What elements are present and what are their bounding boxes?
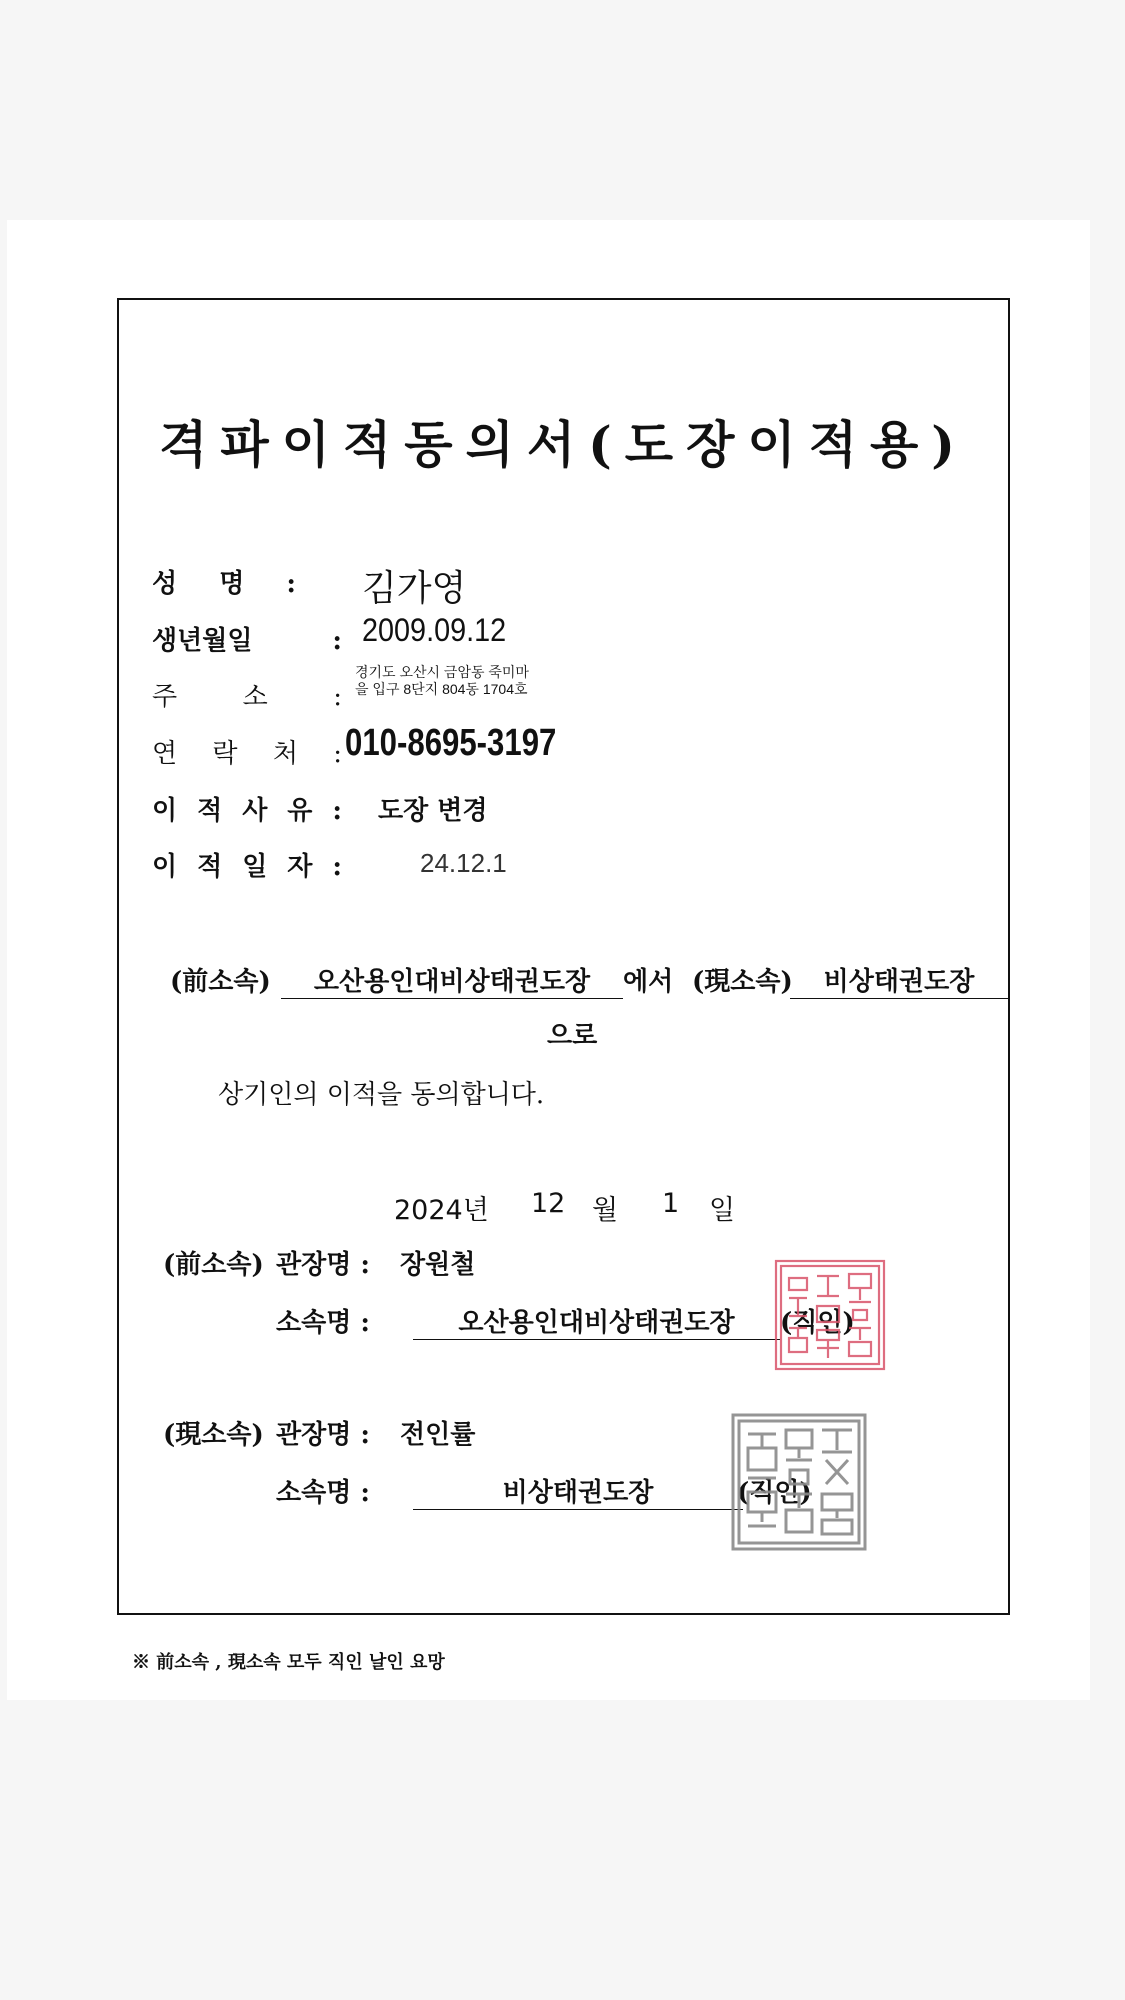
curr-dojang-seal-stamp — [730, 1412, 868, 1552]
sign-month: 12 — [531, 1188, 566, 1219]
address-value: 경기도 오산시 금암동 죽미마을 입구 8단지 804동 1704호 — [355, 664, 529, 697]
prev-seal-mark: (직인) — [780, 1308, 855, 1338]
birth-label: 생년월일 : — [152, 626, 342, 656]
sign-month-unit: 월 — [592, 1195, 619, 1226]
curr-master-name: 전인률 — [400, 1420, 476, 1450]
consent-statement: 상기인의 이적을 동의합니다. — [218, 1080, 545, 1110]
phone-label: 연 락 처 : — [152, 739, 342, 769]
sign-day: 1 — [662, 1188, 680, 1219]
curr-block-tag: (現소속) — [163, 1420, 264, 1450]
prev-dojang-name: 오산용인대비상태권도장 — [281, 961, 623, 999]
prev-block-dojang-name: 오산용인대비상태권도장 — [413, 1302, 780, 1340]
curr-block-dojang-name: 비상태권도장 — [413, 1472, 743, 1510]
curr-dojang-label: 소속명 : — [276, 1478, 370, 1508]
birth-value: 2009.09.12 — [362, 612, 507, 648]
curr-master-label: 관장명 : — [276, 1420, 370, 1450]
prev-master-name: 장원철 — [400, 1250, 476, 1280]
transfer-date-label: 이 적 일 자 : — [152, 852, 342, 882]
address-label: 주 소 : — [152, 682, 342, 712]
prev-block-tag: (前소속) — [163, 1250, 264, 1280]
from-word: 에서 — [623, 967, 674, 997]
sign-day-unit: 일 — [709, 1195, 736, 1226]
name-label: 성 명 : — [152, 569, 296, 599]
document-title: 격파이적동의서(도장이적용) — [159, 415, 968, 474]
reason-value: 도장 변경 — [378, 796, 488, 826]
curr-dojang-name: 비상태권도장 — [790, 961, 1008, 999]
reason-label: 이 적 사 유 : — [152, 796, 342, 826]
to-word: 으로 — [547, 1021, 598, 1051]
sign-year: 2024년 — [394, 1195, 489, 1226]
prev-dojang-label: 소속명 : — [276, 1308, 370, 1338]
prev-master-label: 관장명 : — [276, 1250, 370, 1280]
prev-dojang-seal-stamp — [773, 1258, 887, 1372]
curr-seal-mark: (직인) — [737, 1478, 812, 1508]
footnote: ※ 前소속 , 現소속 모두 직인 날인 요망 — [132, 1652, 445, 1673]
name-value: 김가영 — [362, 567, 467, 608]
curr-affiliation-tag: (現소속) — [692, 967, 793, 997]
transfer-date-value: 24.12.1 — [420, 848, 507, 878]
phone-value: 010-8695-3197 — [345, 722, 557, 764]
prev-affiliation-tag: (前소속) — [170, 967, 271, 997]
